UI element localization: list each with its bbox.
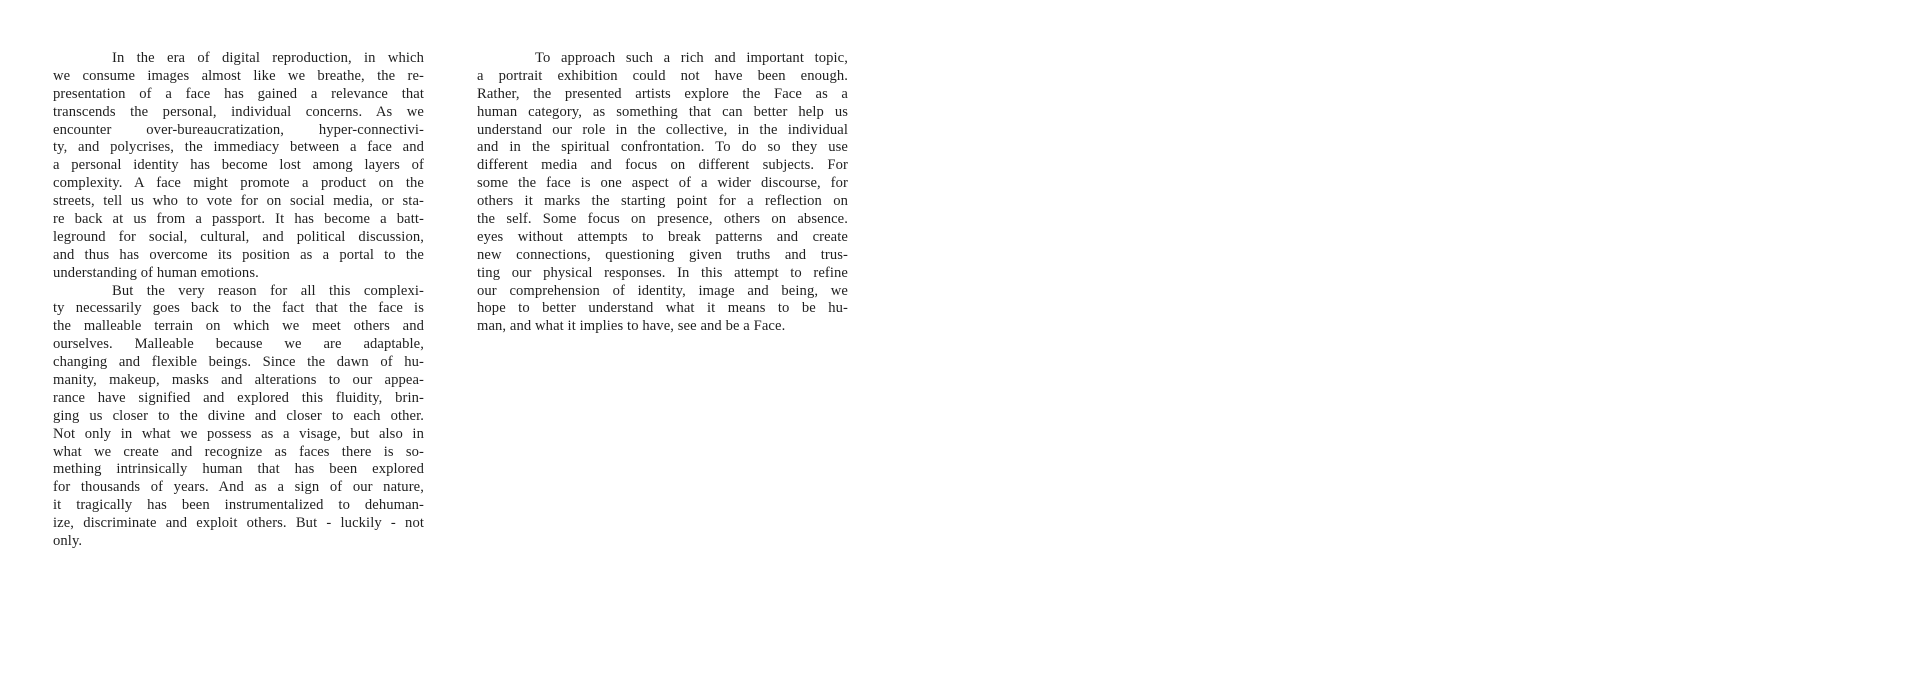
paragraph-1-line: In the era of digital reproduction, in which: [112, 50, 424, 66]
paragraph-1-line: ty, and polycrises, the immediacy between a face and: [53, 139, 424, 156]
paragraph-2-line: what we create and recognize as faces there is so-: [53, 443, 424, 460]
left-text-column: [53, 50, 424, 551]
paragraph-1-line: understanding of human emotions.: [53, 264, 259, 281]
paragraph-3-line: a portrait exhibition could not have been enough.: [477, 67, 848, 84]
paragraph-1-line: complexity. A face might promote a product on the: [53, 175, 424, 192]
paragraph-1-line: transcends the personal, individual concerns. As we: [53, 103, 424, 120]
paragraph-2-line: ging us closer to the divine and closer to each other.: [53, 407, 424, 424]
paragraph-3-line: the self. Some focus on presence, others on absence.: [477, 211, 848, 228]
paragraph-3-line: human category, as something that can better help us: [477, 103, 848, 120]
paragraph-3-line: eyes without attempts to break patterns and create: [477, 228, 848, 245]
paragraph-2-line: mething intrinsically human that has been explored: [53, 461, 424, 478]
paragraph-3-line: man, and what it implies to have, see and be a Face.: [477, 318, 786, 335]
paragraph-2-line: ize, discriminate and exploit others. But - luckily - not: [53, 515, 424, 532]
paragraph-1-line: encounter over-bureaucratization, hyper-connectivi-: [53, 121, 424, 138]
paragraph-3-line: understand our role in the collective, in the individual: [477, 121, 848, 138]
paragraph-2-line: ty necessarily goes back to the fact that the face is: [53, 300, 424, 317]
paragraph-2-line: ourselves. Malleable because we are adaptable,: [53, 336, 424, 353]
right-text-column: [477, 50, 848, 336]
paragraph-3-line: some the face is one aspect of a wider discourse, for: [477, 175, 848, 192]
paragraph-2-line: the malleable terrain on which we meet others and: [53, 318, 424, 335]
paragraph-1-line: re back at us from a passport. It has become a batt-: [53, 211, 424, 228]
paragraph-1-line: and thus has overcome its position as a portal to the: [53, 246, 424, 263]
paragraph-3-line: new connections, questioning given truths and trus-: [477, 246, 848, 263]
paragraph-3-line: our comprehension of identity, image and being, we: [477, 282, 848, 299]
paragraph-3-line: others it marks the starting point for a reflection on: [477, 193, 848, 210]
paragraph-3-line: ting our physical responses. In this attempt to refine: [477, 264, 848, 281]
paragraph-2-line: Not only in what we possess as a visage, but also in: [53, 425, 424, 442]
paragraph-3-line: hope to better understand what it means to be hu-: [477, 300, 848, 317]
paragraph-2-line: for thousands of years. And as a sign of our nature,: [53, 479, 424, 496]
paragraph-3-line: Rather, the presented artists explore the Face as a: [477, 85, 848, 102]
paragraph-2-line: changing and flexible beings. Since the dawn of hu-: [53, 354, 424, 371]
paragraph-2-line: But the very reason for all this complexi-: [112, 282, 424, 299]
paragraph-1-line: presentation of a face has gained a relevance that: [53, 85, 424, 102]
paragraph-2-line: only.: [53, 533, 83, 550]
paragraph-1-line: streets, tell us who to vote for on social media, or sta-: [53, 193, 424, 210]
paragraph-3-line: different media and focus on different subjects. For: [477, 157, 848, 174]
paragraph-3-line: To approach such a rich and important topic,: [535, 50, 848, 66]
paragraph-2-line: rance have signified and explored this fluidity, brin-: [53, 389, 424, 406]
paragraph-2-line: it tragically has been instrumentalized to dehuman-: [53, 497, 424, 514]
paragraph-3-line: and in the spiritual confrontation. To do so they use: [477, 139, 848, 156]
paragraph-1-line: leground for social, cultural, and political discussion,: [53, 228, 424, 245]
paragraph-2-line: manity, makeup, masks and alterations to our appea-: [53, 372, 424, 389]
paragraph-1-line: a personal identity has become lost among layers of: [53, 157, 424, 174]
paragraph-1-line: we consume images almost like we breathe, the re-: [53, 67, 424, 84]
